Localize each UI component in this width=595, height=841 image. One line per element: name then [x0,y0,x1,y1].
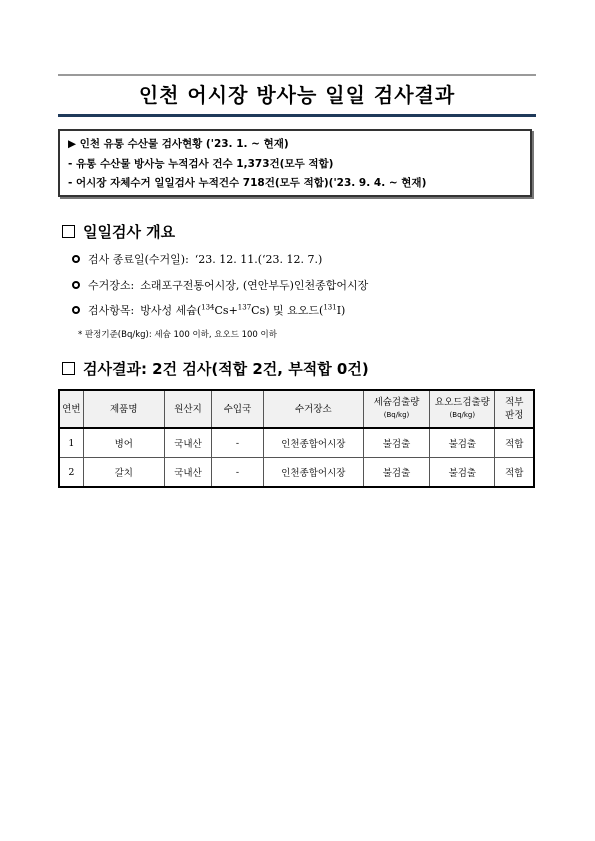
table-header-row [59,390,534,428]
summary-line-2: - 유통 수산물 방사능 누적검사 건수 1,373건(모두 적합) [68,157,334,170]
criteria-note: * 판정기준(Bq/kg): 세슘 100 이하, 요오드 100 이하 [78,330,277,340]
section-overview-heading [62,221,175,242]
col-header-cesium: 세슘검출량 (Bq/kg) [363,390,429,428]
page-title: 인천 어시장 방사능 일일 검사결과 [138,83,456,107]
circle-bullet-icon [72,306,80,314]
square-bullet-icon [62,225,75,238]
cell-product: 병어 [83,428,164,458]
col-header-import-country: 수입국 [212,390,264,428]
inspection-items-label: 검사항목: [88,304,135,317]
section-overview-title: 일일검사 개요 [83,223,176,241]
cell-cesium: 불검출 [363,458,429,488]
table-row [59,428,534,458]
cell-no: 1 [59,428,83,458]
col-header-place: 수거장소 [263,390,363,428]
table-row [59,458,534,488]
col-header-iodine: 요오드검출량 (Bq/kg) [430,390,495,428]
results-table [58,389,535,488]
section-results-title: 검사결과: 2건 검사(적합 2건, 부적합 0건) [83,360,369,378]
title-banner [58,74,536,117]
section-results-heading [62,358,369,379]
cell-cesium: 불검출 [363,428,429,458]
cell-place: 인천종합어시장 [263,428,363,458]
cell-origin: 국내산 [164,458,211,488]
summary-line-3: - 어시장 자체수거 일일검사 누적건수 718건(모두 적합)('23. 9. 4. ~ 현재) [68,177,427,189]
col-header-origin: 원산지 [164,390,211,428]
square-bullet-icon [62,362,75,375]
circle-bullet-icon [72,255,80,263]
circle-bullet-icon [72,281,80,289]
summary-line-1: ▶ 인천 유통 수산물 검사현황 ('23. 1. ~ 현재) [68,138,289,150]
inspection-items-item [72,302,345,318]
cell-no: 2 [59,458,83,488]
cell-origin: 국내산 [164,428,211,458]
inspection-items-value: 방사성 세슘($^{134}$Cs+$^{137}$Cs) 및 요오드($^{131}$I) [140,303,346,317]
cell-verdict: 적합 [495,458,534,488]
col-header-no: 연번 [59,390,83,428]
cell-iodine: 불검출 [430,428,495,458]
collection-place-label: 수거장소: [88,279,135,292]
cell-verdict: 적합 [495,428,534,458]
cell-import-country: - [212,428,264,458]
inspection-date-value: ‘23. 12. 11.(‘23. 12. 7.) [194,252,323,266]
cell-import-country: - [212,458,264,488]
col-header-verdict: 적부 판정 [495,390,534,428]
cell-product: 갈치 [83,458,164,488]
summary-box [58,129,532,197]
inspection-date-label: 검사 종료일(수거일): [88,253,189,266]
cell-place: 인천종합어시장 [263,458,363,488]
inspection-date-item [72,251,322,267]
cell-iodine: 불검출 [430,458,495,488]
collection-place-item [72,277,368,293]
collection-place-value: 소래포구전통어시장, (연안부두)인천종합어시장 [140,279,369,292]
col-header-product: 제품명 [83,390,164,428]
